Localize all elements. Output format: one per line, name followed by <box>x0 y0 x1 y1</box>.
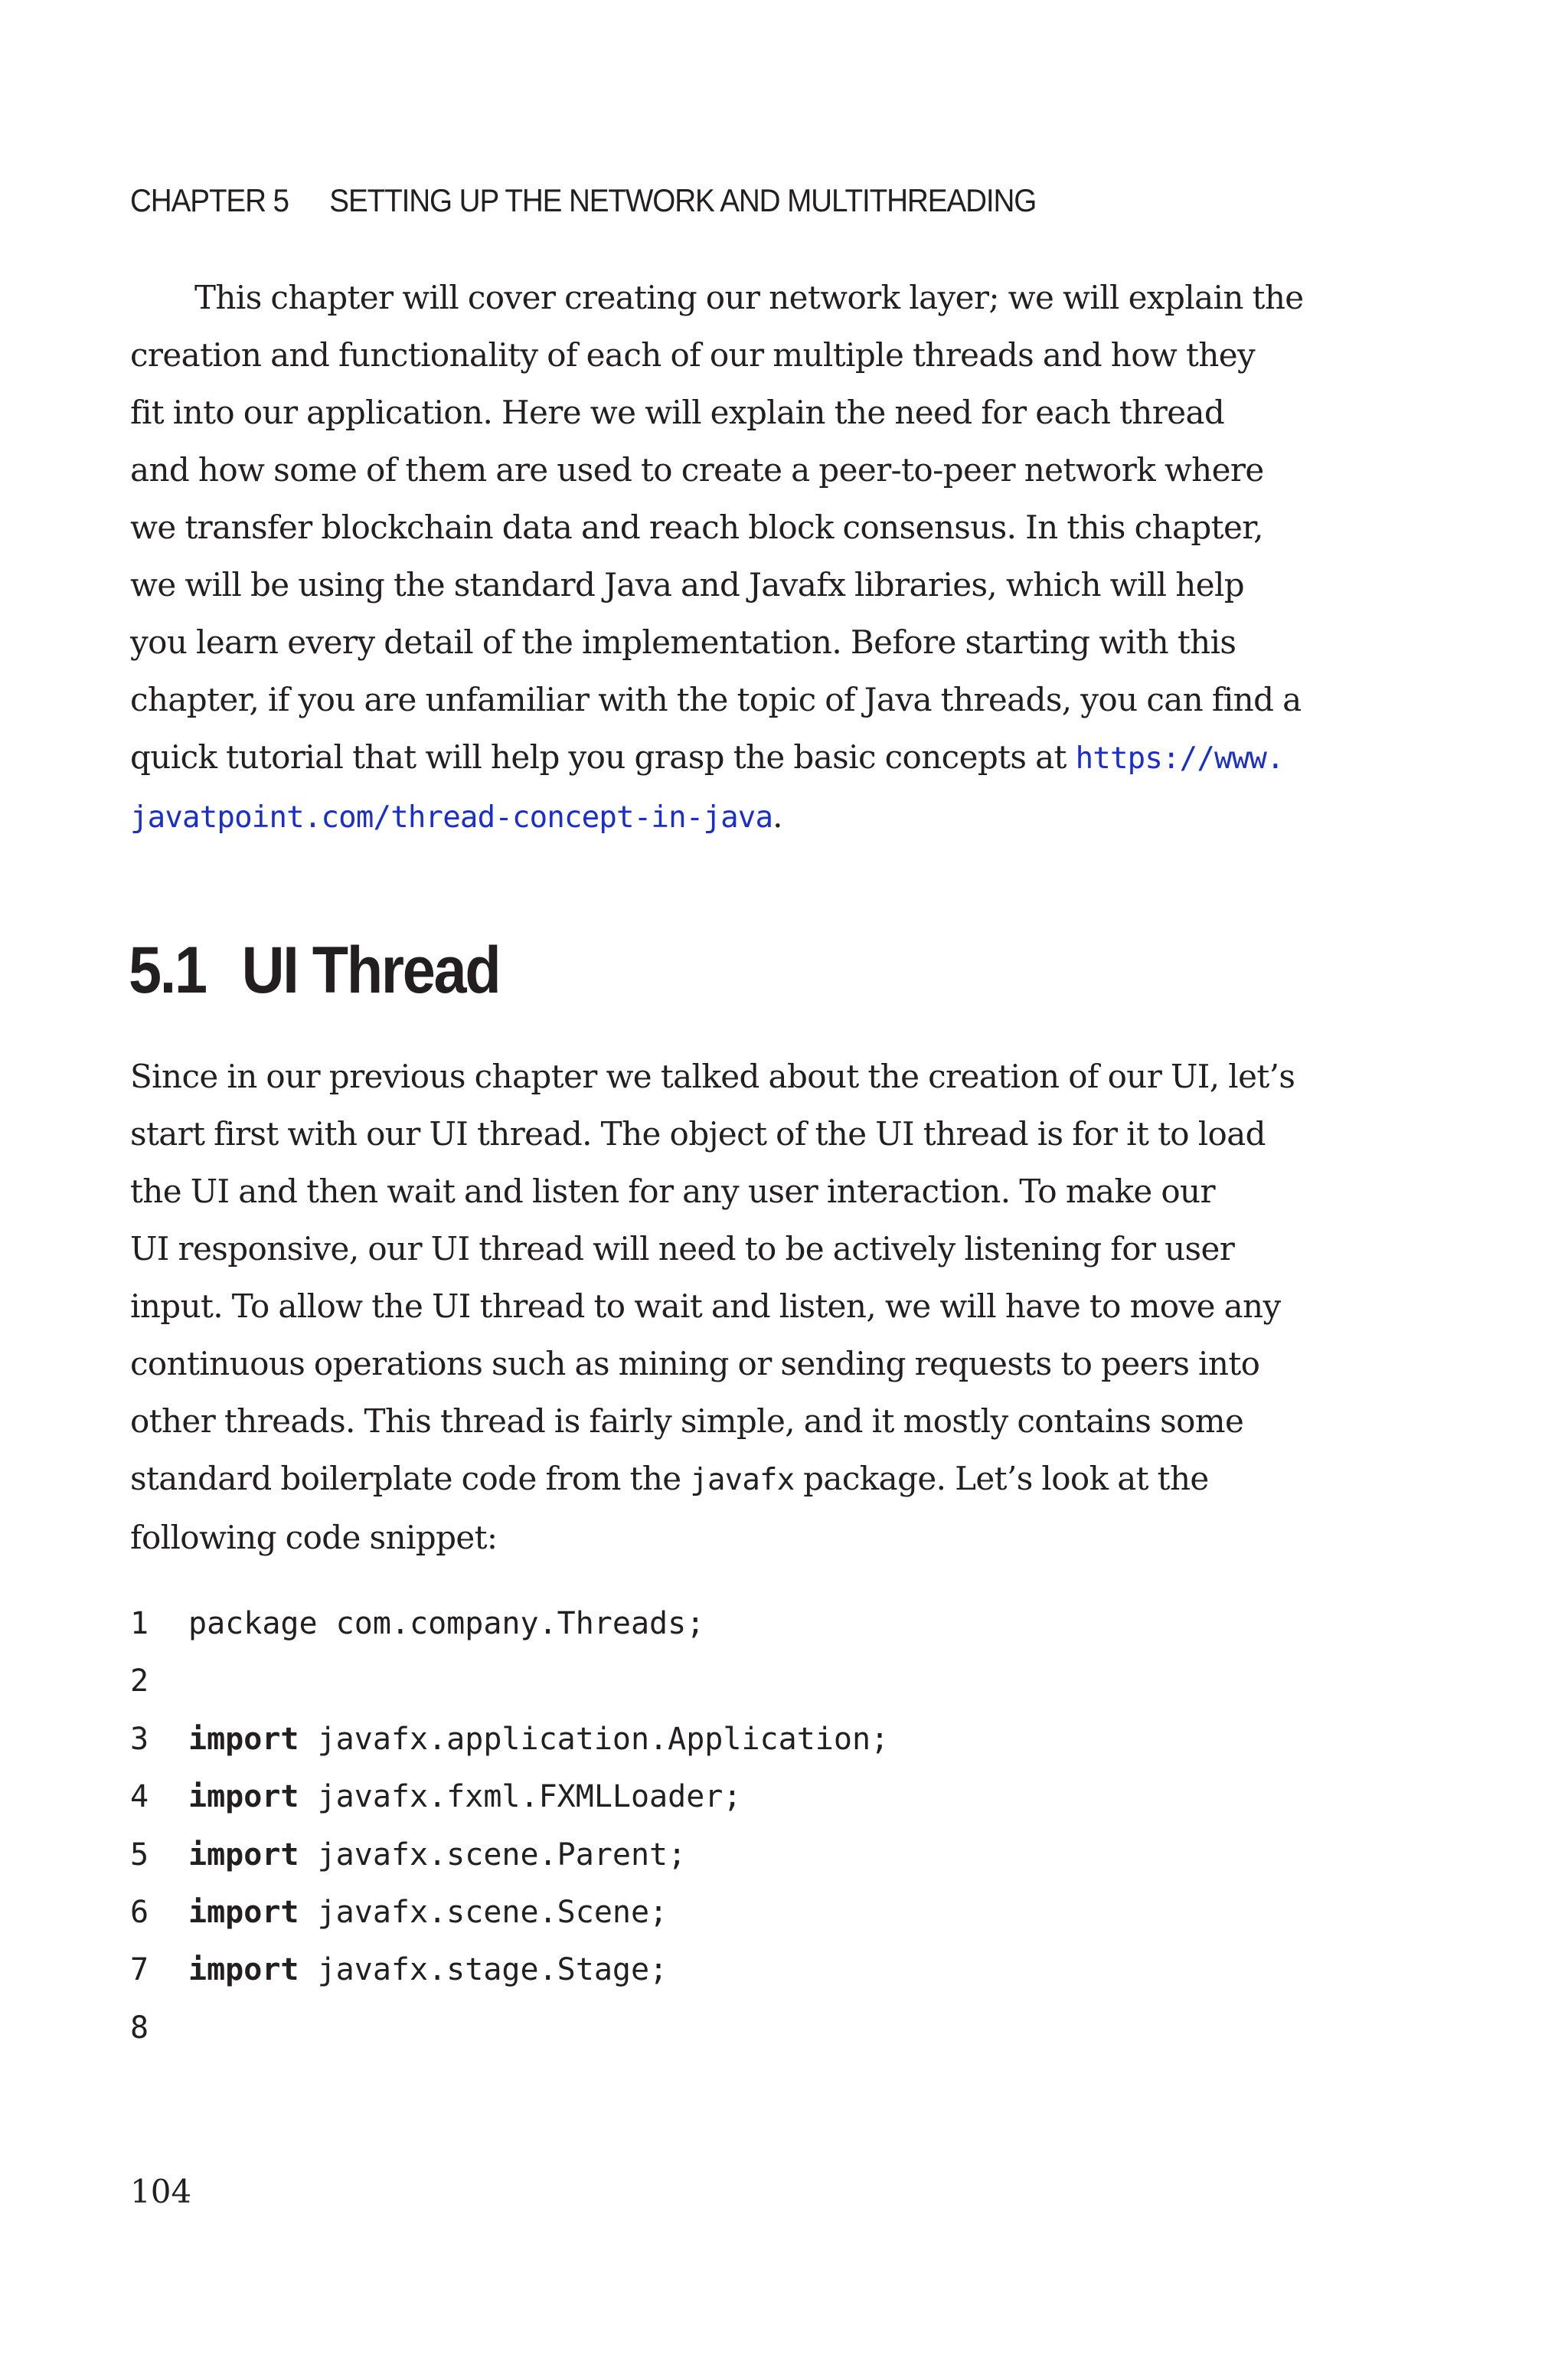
code-line <box>130 1653 889 1710</box>
running-head-title: SETTING UP THE NETWORK AND MULTITHREADING <box>329 182 1037 218</box>
intro-line: chapter, if you are unfamiliar with the topic of Java threads, you can find a <box>130 681 1302 718</box>
intro-line-link-continued <box>130 787 1370 846</box>
body-line: input. To allow the UI thread to wait and listen, we will have to move any <box>130 1287 1281 1325</box>
body-line: continuous operations such as mining or sending requests to peers into <box>130 1345 1260 1382</box>
code-line <box>130 1711 889 1768</box>
intro-line-end: . <box>773 797 782 835</box>
intro-paragraph <box>130 269 1370 846</box>
code-keyword: import <box>188 1779 299 1815</box>
intro-line-with-link <box>130 728 1370 787</box>
body-line: following code snippet: <box>130 1519 498 1556</box>
code-text: javafx.fxml.FXMLLoader; <box>299 1779 742 1815</box>
body-line-text: standard boilerplate code from the <box>130 1460 691 1497</box>
running-head <box>130 182 1036 219</box>
code-line <box>130 1827 889 1884</box>
intro-line: we transfer blockchain data and reach block consensus. In this chapter, <box>130 509 1263 546</box>
body-line-with-code <box>130 1450 1370 1509</box>
running-head-chapter: CHAPTER 5 <box>130 182 289 218</box>
intro-line: This chapter will cover creating our network layer; we will explain the <box>194 279 1304 316</box>
line-number: 6 <box>130 1894 149 1930</box>
intro-line-text: quick tutorial that will help you grasp the basic concepts at <box>130 738 1076 776</box>
code-line <box>130 1768 889 1826</box>
body-line: UI responsive, our UI thread will need to be actively listening for user <box>130 1230 1235 1268</box>
code-listing <box>130 1595 889 2057</box>
code-keyword: import <box>188 1952 299 1988</box>
intro-line: we will be using the standard Java and Javafx libraries, which will help <box>130 566 1245 603</box>
line-number: 5 <box>130 1837 149 1873</box>
code-line <box>130 1595 889 1653</box>
code-keyword: import <box>188 1721 299 1757</box>
body-line: the UI and then wait and listen for any user interaction. To make our <box>130 1173 1215 1210</box>
section-number: 5.1 <box>129 934 206 1007</box>
section-heading <box>129 933 499 1009</box>
code-text: javafx.scene.Parent; <box>299 1837 687 1873</box>
line-number: 1 <box>130 1606 149 1641</box>
code-text: javafx.application.Application; <box>299 1721 890 1757</box>
code-keyword: import <box>188 1837 299 1873</box>
line-number: 4 <box>130 1779 149 1815</box>
intro-line: and how some of them are used to create a peer-to-peer network where <box>130 451 1264 489</box>
line-number: 8 <box>130 2010 149 2046</box>
line-number: 3 <box>130 1721 149 1757</box>
section-title: UI Thread <box>241 934 500 1007</box>
tutorial-link[interactable]: https://www. <box>1075 741 1284 776</box>
line-number: 7 <box>130 1952 149 1988</box>
page-number: 104 <box>130 2173 192 2210</box>
code-keyword: import <box>188 1894 299 1930</box>
body-line-text: package. Let’s look at the <box>794 1460 1209 1497</box>
code-text: package com.company.Threads; <box>188 1606 705 1641</box>
body-paragraph <box>130 1048 1370 1566</box>
code-text: javafx.scene.Scene; <box>299 1894 668 1930</box>
intro-line: creation and functionality of each of our multiple threads and how they <box>130 336 1256 374</box>
line-number: 2 <box>130 1663 149 1699</box>
code-line <box>130 2000 889 2057</box>
intro-line: fit into our application. Here we will explain the need for each thread <box>130 394 1225 431</box>
body-line: other threads. This thread is fairly simple, and it mostly contains some <box>130 1402 1244 1440</box>
code-line <box>130 1941 889 1999</box>
code-text: javafx.stage.Stage; <box>299 1952 668 1988</box>
body-line: Since in our previous chapter we talked about the creation of our UI, let’s <box>130 1058 1295 1095</box>
tutorial-link-continued[interactable]: javatpoint.com/thread-concept-in-java <box>130 800 773 835</box>
code-line <box>130 1884 889 1941</box>
inline-code-javafx: javafx <box>690 1463 795 1497</box>
body-line: start first with our UI thread. The object of the UI thread is for it to load <box>130 1115 1266 1153</box>
intro-line: you learn every detail of the implementation. Before starting with this <box>130 623 1236 661</box>
